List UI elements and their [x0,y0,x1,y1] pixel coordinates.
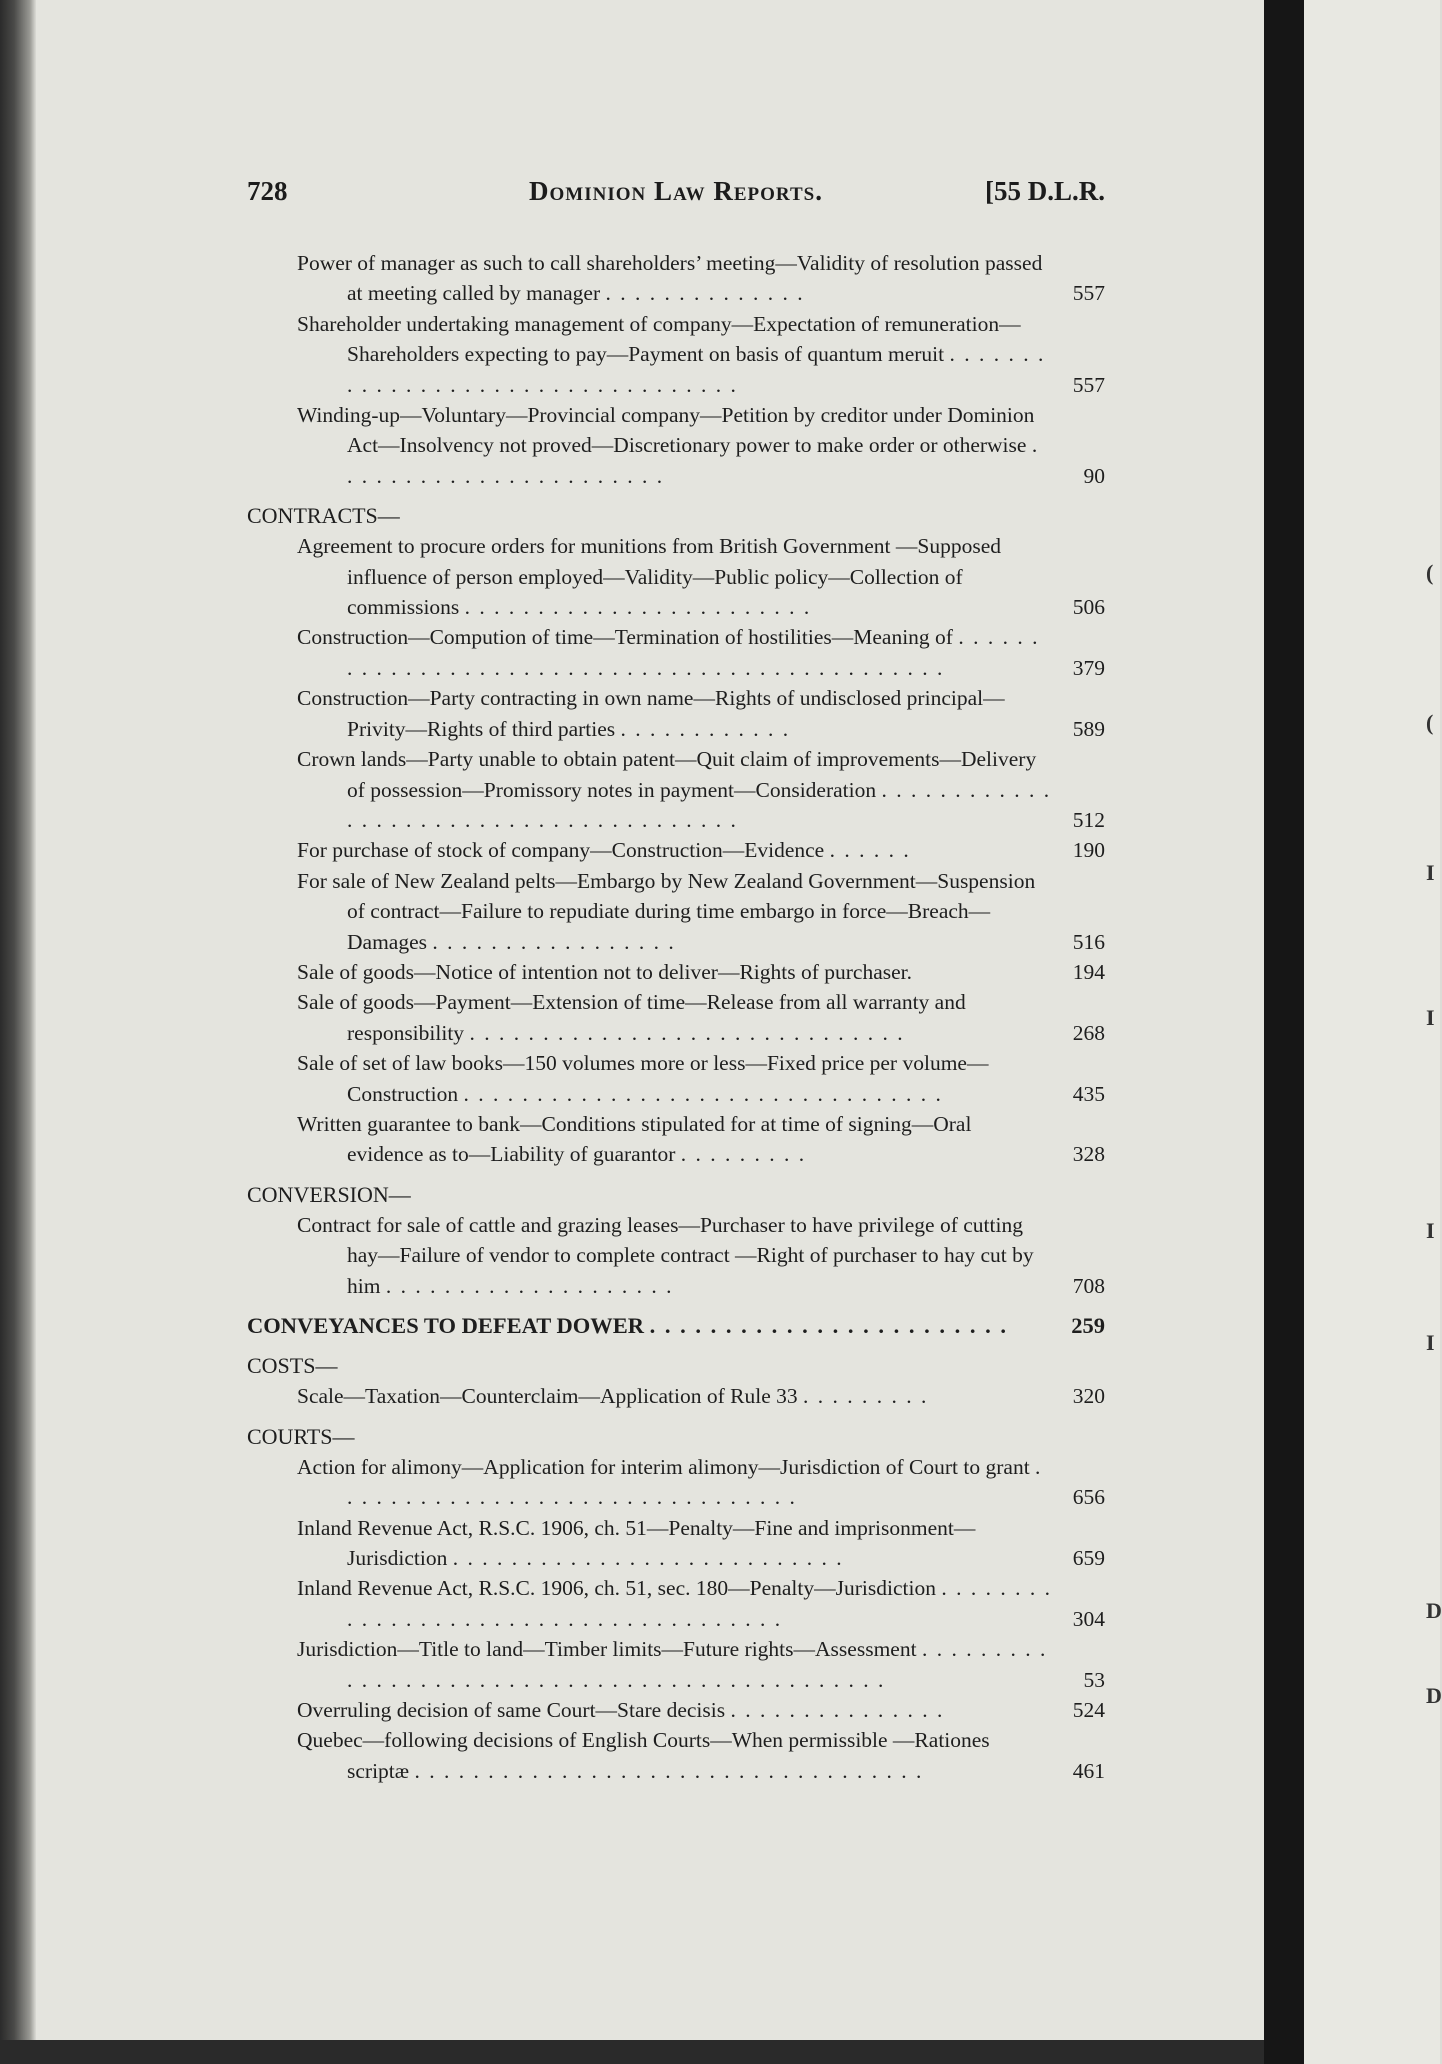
page-number: 728 [247,176,288,206]
dot-leader: . . . . . . . . . . . . . . . . . . . . [385,1273,674,1298]
entry-page: 506 [1072,595,1105,620]
entry-text: Construction—Compution of time—Termination of hostilities—Meaning of [297,625,953,650]
standalone-heading-text: CONVEYANCES TO DEFEAT DOWER [247,1313,644,1338]
entry-text: Quebec—following decisions of English Courts—When permissible —Rationes scriptæ [297,1728,990,1783]
running-title: Dominion Law Reports. [529,176,823,206]
index-entry [297,1109,1105,1170]
index-entry [297,531,1105,622]
facing-page-letter: I [1426,860,1435,885]
index-entry [297,248,1105,309]
index-entry [297,866,1105,957]
entry-page: 708 [1072,1273,1105,1298]
entry-text: Agreement to procure orders for munitions from British Government —Supposed influence of person employed—Validity—Public policy—Collection of commissions [297,534,1001,620]
entry-text: Sale of goods—Payment—Extension of time—Release from all warranty and responsibility [297,990,966,1045]
entry-text: Crown lands—Party unable to obtain patent—Quit claim of improvements—Delivery of possession—Promissory notes in payment—Consideration [297,747,1037,802]
entry-page: 90 [1083,463,1105,488]
entry-page: 53 [1083,1667,1105,1692]
section-heading: CONVERSION— [247,1181,411,1207]
index-entry [297,835,1105,865]
entry-page: 435 [1072,1081,1105,1106]
entry-page: 190 [1072,838,1105,863]
index-entry [297,1634,1105,1695]
index-entry [297,622,1105,683]
dot-leader: . . . . . . . . . . . . . . . . . . . . . . . . . . . . . . . . . [463,1081,943,1106]
entry-page: 320 [1072,1384,1105,1409]
entry-page: 557 [1072,372,1105,397]
facing-page-edge [1304,0,1440,2064]
entry-text: Power of manager as such to call shareholders’ meeting—Validity of resolution passed at meeting called by manager [297,251,1043,306]
book-gutter [1264,0,1304,2064]
section-heading: CONTRACTS— [247,503,400,529]
index-entry [297,1695,1105,1725]
dot-leader: . . . . . . . . . . . . . . . [730,1698,945,1723]
entry-text: Overruling decision of same Court—Stare decisis [297,1698,726,1723]
entry-page: 589 [1072,716,1105,741]
entry-text: Inland Revenue Act, R.S.C. 1906, ch. 51, sec. 180—Penalty—Jurisdiction [297,1576,936,1601]
dot-leader: . . . . . . . . . . . . . . . . . . . . . . . [347,433,1040,488]
dot-leader: . . . . . . . . . [803,1384,929,1409]
entry-text: Scale—Taxation—Counterclaim—Application of Rule 33 [297,1384,798,1409]
entry-page: 516 [1072,929,1105,954]
dot-leader: . . . . . . . . . . . . . . . . . [432,929,676,954]
entry-page: 268 [1072,1020,1105,1045]
dot-leader: . . . . . . . . . . . . . . . . . . . . . . . . . . . . . . . . [347,1454,1043,1510]
dot-leader: . . . . . . . . . . . . . . . . . . . . . . . . . . . . . . . . . . . . . . [347,1576,1052,1631]
dot-leader: . . . . . . . . . . . . . . . . . . . . . . . . . . . . . . . . . . . . . . . . . . . . . . [347,1637,1048,1692]
entry-text: For sale of New Zealand pelts—Embargo by New Zealand Government—Suspension of contract—Failure to repudiate during time embargo in force—Breach—Damages [297,868,1036,954]
entry-text: Winding-up—Voluntary—Provincial company—Petition by creditor under Dominion Act—Insolvency not proved—Discretionary power to make order or otherwise [297,403,1035,458]
binding-shadow [0,0,36,2064]
scan-bottom-edge [0,2040,1264,2064]
dot-leader: . . . . . . . . . . . . . . . . . . . . . . . . [649,1313,1008,1338]
facing-page-letter: I [1426,1330,1435,1355]
facing-page-letter: ( [1426,560,1434,585]
facing-page-letter: I [1426,1218,1435,1243]
entry-page: 659 [1072,1546,1105,1571]
dot-leader: . . . . . . . . . . . . . . . . . . . . . . . . . . . . . . . . . . . . . . . [347,777,1052,832]
entry-page: 656 [1072,1485,1105,1510]
dot-leader: . . . . . . . . . . . . . . . . . . . . . . . . . . . [452,1546,844,1571]
index-entry [297,1048,1105,1109]
index-entry [297,683,1105,744]
entry-text: Contract for sale of cattle and grazing leases—Purchaser to have privilege of cutting hay—Failure of vendor to complete contract —Right of purchaser to hay cut by him [297,1212,1034,1298]
facing-page-letter: D [1426,1683,1442,1708]
entry-text: For purchase of stock of company—Construction—Evidence [297,838,825,863]
standalone-heading [247,1311,1105,1341]
dot-leader: . . . . . . . . . . . . . . . . . . . . . . . . . . . . . . . . . . . [414,1758,924,1783]
entry-page: 259 [1071,1313,1105,1338]
entry-page: 328 [1072,1142,1105,1167]
entry-page: 557 [1072,281,1105,306]
entry-page: 512 [1072,807,1105,832]
entry-text: Action for alimony—Application for interim alimony—Jurisdiction of Court to grant [297,1454,1030,1479]
entry-page: 304 [1072,1606,1105,1631]
dot-leader: . . . . . . . . . . . . . . . . . . . . . . . . . . . . . . . . . . [347,342,1046,397]
running-header [247,176,1105,212]
entry-page: 524 [1072,1698,1105,1723]
index-entry [297,957,1105,987]
entry-text: Written guarantee to bank—Conditions stipulated for at time of signing—Oral evidence as to—Liability of guarantor [297,1111,972,1167]
dot-leader: . . . . . . [829,838,911,863]
dot-leader: . . . . . . . . . . . . . . . . . . . . . . . . [464,595,812,620]
index-entry [297,400,1105,491]
index-content [247,248,1105,1786]
dot-leader: . . . . . . . . . . . . . . . . . . . . . . . . . . . . . . [469,1020,905,1045]
section-heading: COURTS— [247,1423,355,1449]
index-entry [297,744,1105,835]
entry-page: 194 [1072,959,1105,984]
entry-page: 461 [1072,1758,1105,1783]
index-entry [297,1513,1105,1574]
volume-reference: [55 D.L.R. [985,176,1105,206]
facing-page-letter: I [1426,1005,1435,1030]
entry-text: Jurisdiction—Title to land—Timber limits—Future rights—Assessment [297,1637,917,1662]
index-entry [297,1381,1105,1411]
facing-page-letter: ( [1426,710,1434,735]
index-entry [297,1725,1105,1786]
entry-page: 379 [1072,655,1105,680]
dot-leader: . . . . . . . . . . . . [620,716,791,741]
entry-text: Construction—Party contracting in own name—Rights of undisclosed principal—Privity—Rights of third parties [297,686,1005,741]
dot-leader: . . . . . . . . . . . . . . [605,281,805,306]
index-entry [297,309,1105,400]
index-entry [297,1210,1105,1301]
entry-text: Inland Revenue Act, R.S.C. 1906, ch. 51—Penalty—Fine and imprisonment—Jurisdiction [297,1515,976,1571]
dot-leader: . . . . . . . . . [680,1142,807,1167]
index-entry [297,987,1105,1048]
entry-text: Shareholder undertaking management of company—Expectation of remuneration—Shareholders expecting to pay—Payment on basis of quantum meruit [297,311,1021,367]
entry-text: Sale of set of law books—150 volumes more or less—Fixed price per volume—Construction [297,1051,989,1106]
index-entry [297,1452,1105,1513]
entry-text: Sale of goods—Notice of intention not to deliver—Rights of purchaser. [297,959,913,984]
index-entry [297,1573,1105,1634]
dot-leader: . . . . . . . . . . . . . . . . . . . . . . . . . . . . . . . . . . . . . . . . . . . . . . . [347,625,1040,680]
section-heading: COSTS— [247,1353,338,1379]
facing-page-letter: D [1426,1598,1442,1623]
